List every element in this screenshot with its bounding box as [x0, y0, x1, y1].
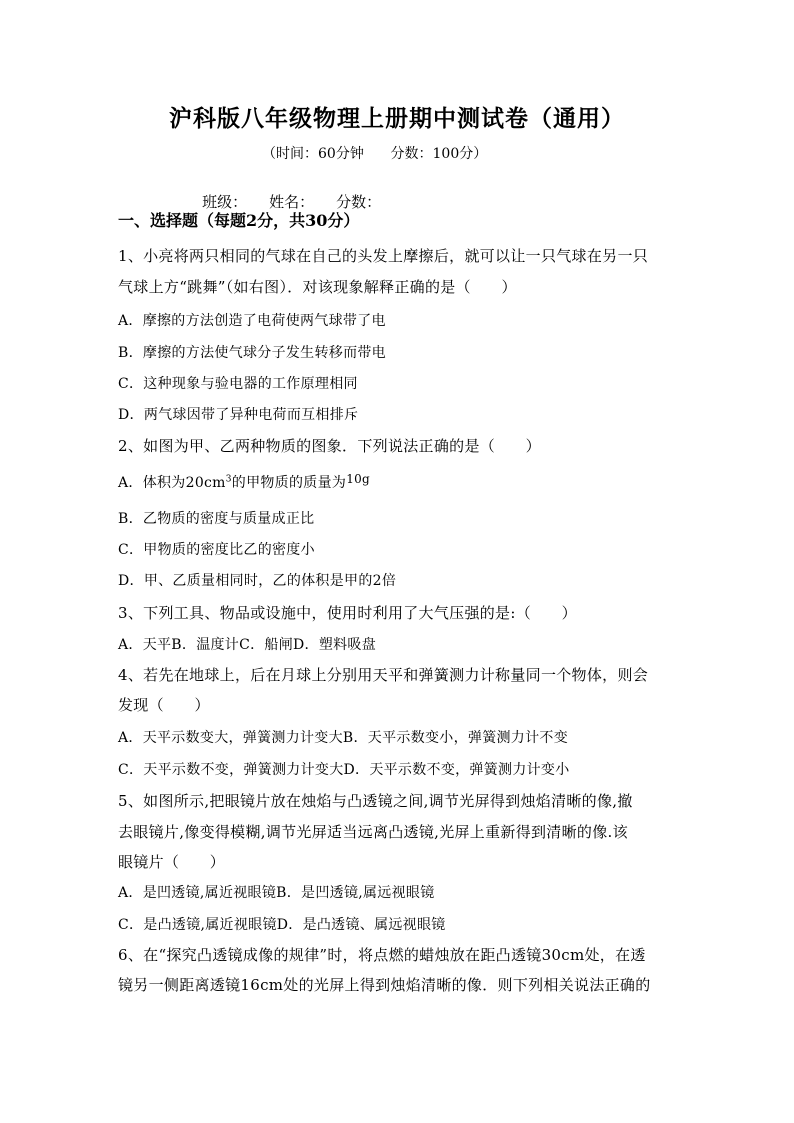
- question-5-line-2: 去眼镜片,像变得模糊,调节光屏适当远离凸透镜,光屏上重新得到清晰的像.该: [118, 823, 628, 841]
- section-heading: 一、选择题（每题2分，共30分）: [118, 211, 360, 230]
- question-3-options: A．天平B．温度计C．船闸D．塑料吸盘: [118, 637, 377, 653]
- question-1-option-a: A．摩擦的方法创造了电荷使两气球带了电: [118, 313, 386, 329]
- question-6-line-1: 6、在“探究凸透镜成像的规律”时，将点燃的蜡烛放在距凸透镜30cm处，在透: [118, 946, 646, 964]
- question-1-option-c: C．这种现象与验电器的工作原理相同: [118, 376, 358, 392]
- question-6-line-2: 镜另一侧距离透镜16cm处的光屏上得到烛焰清晰的像．则下列相关说法正确的: [118, 976, 651, 994]
- question-4-line-1: 4、若先在地球上，后在月球上分别用天平和弹簧测力计称量同一个物体，则会: [118, 666, 649, 684]
- question-2-option-d: D．甲、乙质量相同时，乙的体积是甲的2倍: [118, 573, 397, 589]
- question-5-line-1: 5、如图所示,把眼镜片放在烛焰与凸透镜之间,调节光屏得到烛焰清晰的像,撤: [118, 792, 633, 810]
- question-2-option-c: C．甲物质的密度比乙的密度小: [118, 542, 315, 558]
- question-5-options-cd: C．是凸透镜,属近视眼镜D．是凸透镜、属远视眼镜: [118, 917, 446, 933]
- question-5-line-3: 眼镜片（ ）: [118, 853, 226, 871]
- page-title: 沪科版八年级物理上册期中测试卷（通用）: [169, 105, 625, 132]
- option-a-middle: 的甲物质的质量为: [231, 475, 347, 491]
- question-4-options-cd: C．天平示数不变，弹簧测力计变大D．天平示数不变，弹簧测力计变小: [118, 762, 570, 778]
- name-label: 姓名：: [269, 193, 315, 211]
- score-label: 分数：: [336, 193, 382, 211]
- question-1-line-2: 气球上方“跳舞”（如右图）．对该现象解释正确的是（ ）: [118, 278, 517, 296]
- question-3-stem: 3、下列工具、物品或设施中，使用时利用了大气压强的是:（ ）: [118, 604, 577, 622]
- class-label: 班级：: [202, 193, 248, 211]
- question-4-options-ab: A．天平示数变大，弹簧测力计变大B．天平示数变小，弹簧测力计不变: [118, 730, 568, 746]
- question-2-option-b: B．乙物质的密度与质量成正比: [118, 511, 315, 527]
- question-1-option-b: B．摩擦的方法使气球分子发生转移而带电: [118, 345, 386, 361]
- question-5-options-ab: A．是凹透镜,属近视眼镜B．是凹透镜,属远视眼镜: [118, 885, 435, 901]
- exam-time-score: （时间：60分钟 分数：100分）: [262, 146, 488, 162]
- cubic-superscript: 3: [225, 474, 232, 485]
- question-2-option-a: [118, 472, 370, 492]
- question-1-option-d: D．两气球因带了异种电荷而互相排斥: [118, 407, 359, 423]
- option-a-prefix: A．体积为20cm: [118, 475, 226, 491]
- question-2-stem: 2、如图为甲、乙两种物质的图象．下列说法正确的是（ ）: [118, 437, 541, 455]
- option-a-value: 10g: [346, 472, 371, 486]
- question-4-line-2: 发现（ ）: [118, 696, 210, 714]
- question-1-line-1: 1、小亮将两只相同的气球在自己的头发上摩擦后，就可以让一只气球在另一只: [118, 247, 649, 265]
